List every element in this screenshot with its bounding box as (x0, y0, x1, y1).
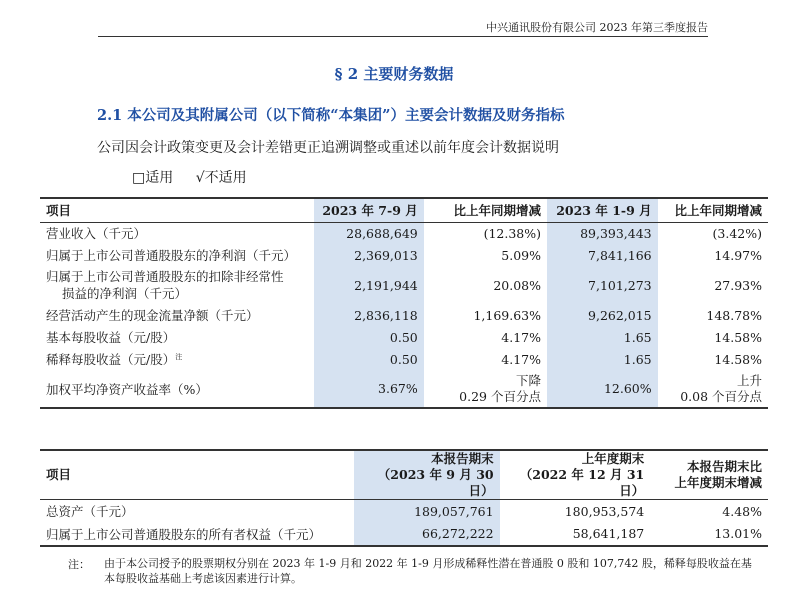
row-ytd: 1.65 (547, 348, 658, 370)
financial-data-table (40, 197, 768, 409)
row-item: 基本每股收益（元/股） (46, 330, 176, 345)
option-not-applicable: √不适用 (195, 170, 247, 186)
balance-data-table (40, 449, 768, 547)
row-item: 总资产（千元） (46, 504, 134, 520)
row-ytd: 7,841,166 (547, 244, 658, 266)
header-current-period (354, 450, 500, 500)
note-mark: 注 (175, 352, 183, 361)
row-item: 加权平均净资产收益率（%） (46, 381, 208, 397)
table-row (40, 266, 768, 304)
row-item: 经营活动产生的现金流量净额（千元） (46, 308, 259, 323)
row-q3-change: 1,169.63% (473, 307, 541, 323)
row-q3-change (424, 370, 547, 408)
header-ytd: 2023 年 1-9 月 (547, 198, 658, 222)
row-prior: 180,953,574 (564, 503, 645, 519)
report-header-title: 中兴通讯股份有限公司 2023 年第三季度报告 (486, 21, 708, 34)
row-q3: 2,836,118 (314, 304, 424, 326)
row-ytd: 12.60% (547, 370, 658, 408)
row-ytd-change: (3.42%) (712, 225, 762, 241)
header-line2: （2022 年 12 月 31 日） (519, 467, 645, 498)
section-title: § 2 主要财务数据 (334, 65, 454, 83)
header-line2: （2023 年 9 月 30 日） (377, 467, 494, 498)
header-line2: 上年度期末增减 (674, 475, 762, 490)
row-q3-change: (12.38%) (483, 225, 541, 241)
change-direction: 下降 (515, 372, 541, 388)
row-ytd-change: 148.78% (706, 307, 762, 323)
row-ytd-change: 27.93% (714, 277, 762, 293)
table-header-row (40, 198, 768, 222)
change-amount: 0.08 个百分点 (680, 388, 762, 404)
option-applicable: □适用 (132, 170, 174, 186)
description: 公司因会计政策变更及会计差错更正追溯调整或重述以前年度会计数据说明 (97, 140, 559, 156)
row-ytd: 1.65 (547, 326, 658, 348)
change-direction: 上升 (736, 372, 762, 388)
header-item: 项目 (46, 467, 72, 482)
table-row (40, 370, 768, 408)
row-q3: 2,369,013 (314, 244, 424, 266)
header-line1: 本报告期末比 (686, 459, 762, 474)
sub-title: 2.1 本公司及其附属公司（以下简称“本集团”）主要会计数据及财务指标 (97, 107, 565, 124)
row-ytd-change: 14.58% (714, 351, 762, 367)
row-change: 13.01% (714, 526, 762, 541)
row-q3-change: 20.08% (493, 277, 541, 293)
row-prior: 58,641,187 (572, 526, 645, 541)
row-item-line2: 损益的净利润（千元） (62, 286, 188, 301)
header-prior-year-end (500, 450, 651, 500)
row-q3: 0.50 (314, 348, 424, 370)
header-ytd-change: 比上年同期增减 (674, 203, 762, 219)
table-row (40, 326, 768, 348)
row-item (40, 348, 314, 370)
row-change: 4.48% (722, 503, 762, 519)
header-q3-change: 比上年同期增减 (453, 203, 541, 219)
row-ytd-change: 14.97% (714, 247, 762, 263)
row-q3-change: 4.17% (501, 351, 541, 367)
row-q3: 3.67% (314, 370, 424, 408)
row-ytd: 7,101,273 (547, 266, 658, 304)
table-row (40, 500, 768, 523)
row-current: 66,272,222 (354, 523, 500, 546)
row-q3: 2,191,944 (314, 266, 424, 304)
footnote-text: 由于本公司授予的股票期权分别在 2023 年 1-9 月和 2022 年 1-9 月形成稀释性潜在普通股 0 股和 107,742 股，稀释每股收益在基本每股收益基础上考虑该因素进行计算。 (104, 557, 752, 585)
change-amount: 0.29 个百分点 (459, 388, 541, 404)
row-q3: 0.50 (314, 326, 424, 348)
row-q3: 28,688,649 (314, 222, 424, 244)
table-header-row (40, 450, 768, 500)
row-ytd: 9,262,015 (547, 304, 658, 326)
row-ytd-change (658, 370, 768, 408)
row-item: 归属于上市公司普通股股东的所有者权益（千元） (46, 526, 322, 542)
footnote-label: 注： (68, 558, 90, 571)
row-ytd-change: 14.58% (714, 329, 762, 345)
row-item: 营业收入（千元） (46, 226, 147, 242)
header-q3: 2023 年 7-9 月 (314, 198, 424, 222)
row-q3-change: 5.09% (501, 247, 541, 263)
header-item: 项目 (46, 203, 72, 219)
row-item: 归属于上市公司普通股股东的净利润（千元） (46, 248, 297, 263)
row-item-line1: 归属于上市公司普通股股东的扣除非经常性 (46, 269, 284, 284)
row-item-text: 稀释每股收益（元/股） (46, 352, 176, 367)
row-ytd: 89,393,443 (547, 222, 658, 244)
table-row (40, 222, 768, 244)
table-row (40, 348, 768, 370)
header-change (650, 450, 768, 500)
table-row (40, 244, 768, 266)
header-line1: 上年度期末 (581, 451, 645, 466)
header-line1: 本报告期末 (431, 451, 494, 466)
header-divider (98, 36, 708, 37)
table-row (40, 304, 768, 326)
applicability-options (132, 167, 265, 187)
table-row (40, 523, 768, 546)
row-q3-change: 4.17% (501, 329, 541, 345)
row-item (40, 266, 314, 304)
row-current: 189,057,761 (354, 500, 500, 523)
